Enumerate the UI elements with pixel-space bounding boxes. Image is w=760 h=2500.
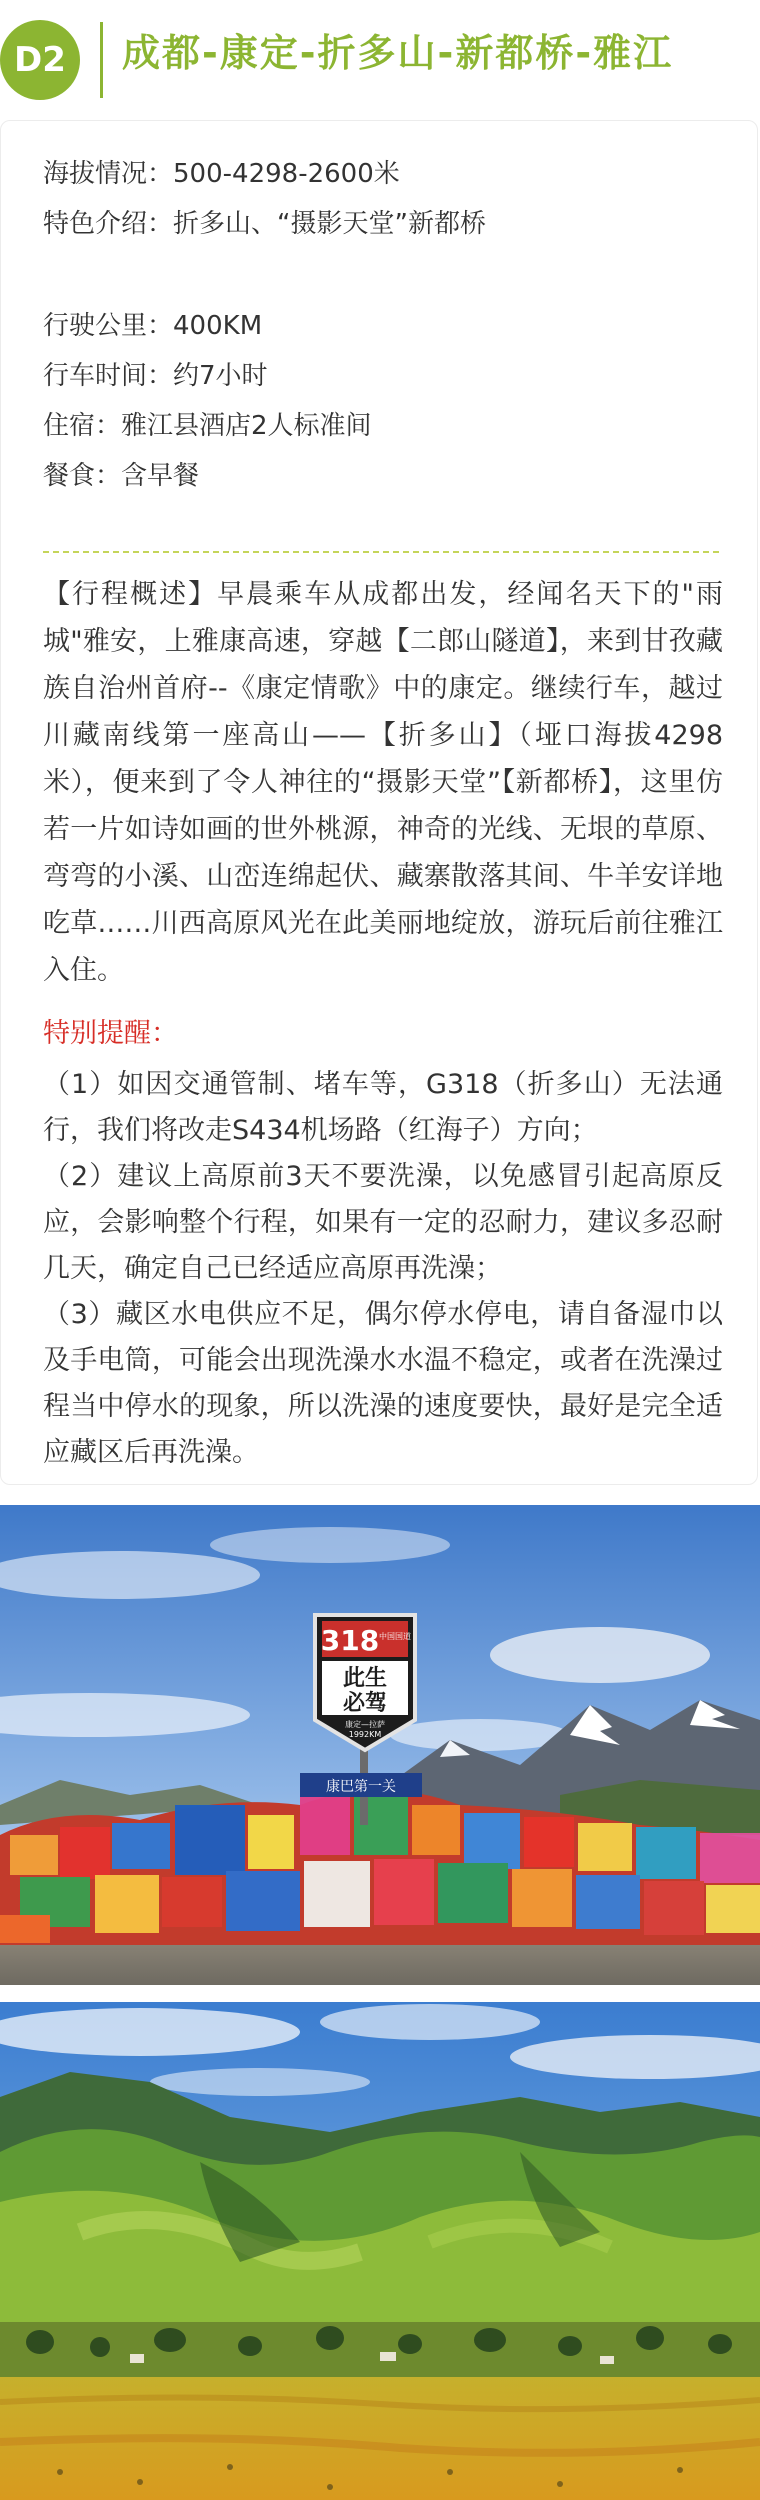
meal-label: 餐食：: [43, 461, 122, 491]
altitude-label: 海拔情况：: [43, 159, 174, 189]
pass-name-sign: 康巴第一关: [326, 1779, 396, 1795]
distance-value: 400KM: [173, 311, 263, 341]
reminder-list: [43, 1062, 723, 1476]
itinerary-card: [0, 120, 758, 1485]
reminder-item: （1）如因交通管制、堵车等，G318（折多山）无法通行，我们将改走S434机场路（红海子）方向；: [43, 1069, 723, 1146]
xinduqiao-grassland-photo: [0, 2002, 760, 2500]
hotel-value: 雅江县酒店2人标准间: [121, 411, 372, 441]
trip-info: [43, 149, 723, 501]
sign-main-line2: 必驾: [342, 1691, 388, 1716]
day-header: [0, 0, 760, 120]
route-title: 成都-康定-折多山-新都桥-雅江: [122, 31, 674, 75]
meal-value: 含早餐: [121, 461, 200, 491]
drive-time-row: [43, 351, 723, 401]
day-badge: D2: [0, 20, 80, 100]
hotel-label: 住宿：: [43, 411, 122, 441]
distance-row: [43, 301, 723, 351]
route-318-sign: [315, 1615, 415, 1750]
sign-side-text: 中国国道: [379, 1632, 411, 1641]
reminder-item: （3）藏区水电供应不足，偶尔停水停电，请自备湿巾以及手电筒，可能会出现洗澡水水温不稳定，或者在洗澡过程当中停水的现象，所以洗澡的速度要快，最好是完全适应藏区后再洗澡。: [43, 1299, 723, 1468]
sign-route-text: 康定—拉萨: [345, 1720, 385, 1729]
sign-318-number: 318: [320, 1624, 380, 1657]
header-divider: [100, 22, 103, 98]
feature-label: 特色介绍：: [43, 209, 174, 239]
sign-main-line1: 此生: [342, 1666, 388, 1691]
reminder-item: （2）建议上高原前3天不要洗澡，以免感冒引起高原反应，会影响整个行程，如果有一定的忍耐力，建议多忍耐几天，确定自己已经适应高原再洗澡；: [43, 1161, 723, 1284]
altitude-value: 500-4298-2600米: [173, 159, 400, 189]
itinerary-overview: [43, 571, 723, 994]
zheduo-pass-photo: [0, 1505, 760, 1985]
reminder-title: 特别提醒：: [43, 1018, 178, 1049]
altitude-row: [43, 149, 723, 199]
overview-paragraph: 【行程概述】早晨乘车从成都出发，经闻名天下的"雨城"雅安，上雅康高速，穿越【二郎山隧道】，来到甘孜藏族自治州首府--《康定情歌》中的康定。继续行车，越过川藏南线第一座高山——【折多山】（垭口海拔4298米），便来到了令人神往的“摄影天堂”【新都桥】，这里仿若一片如诗如画的世外桃源，神奇的光线、无垠的草原、弯弯的小溪、山峦连绵起伏、藏寨散落其间、牛羊安详地吃草……川西高原风光在此美丽地绽放，游玩后前往雅江入住。: [43, 579, 723, 986]
drive-time-value: 约7小时: [173, 361, 268, 391]
sign-km-text: 1992KM: [348, 1730, 382, 1739]
drive-time-label: 行车时间：: [43, 361, 174, 391]
feature-value: 折多山、“摄影天堂”新都桥: [173, 209, 486, 239]
hotel-row: [43, 401, 723, 451]
dashed-divider: [43, 551, 719, 553]
distance-label: 行驶公里：: [43, 311, 174, 341]
info-spacer: [43, 249, 723, 301]
feature-row: [43, 199, 723, 249]
meal-row: [43, 451, 723, 501]
